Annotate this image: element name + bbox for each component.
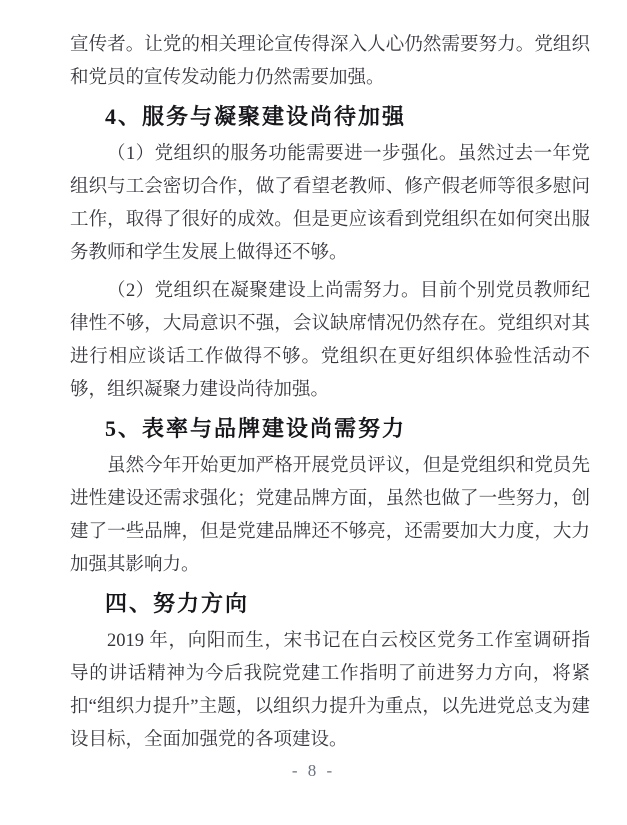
page-body bbox=[70, 29, 590, 762]
paragraph-effort-direction: 2019 年，向阳而生，宋书记在白云校区党务工作室调研指导的讲话精神为今后我院党建工作指明了前进努力方向，将紧扣“组织力提升”主题，以组织力提升为重点，以先进党总支为建设目标，全面加强党的各项建设。 bbox=[70, 631, 590, 750]
heading-section-5-model-brand: 5、表率与品牌建设尚需努力 bbox=[105, 416, 407, 441]
heading-section-4-service-cohesion: 4、服务与凝聚建设尚待加强 bbox=[105, 104, 407, 129]
paragraph-brand-building: 虽然今年开始更加严格开展党员评议，但是党组织和党员先进性建设还需求强化；党建品牌方面，虽然也做了一些努力，创建了一些品牌，但是党建品牌还不够亮，还需要加大力度，大力加强其影响力。 bbox=[70, 456, 590, 575]
paragraph-service-function: （1）党组织的服务功能需要进一步强化。虽然过去一年党组织与工会密切合作，做了看望老教师、修产假老师等很多慰问工作，取得了很好的成效。但是更应该看到党组织在如何突出服务教师和学生发展上做得还不够。 bbox=[70, 144, 590, 263]
page-number: - 8 - bbox=[291, 761, 336, 780]
heading-section-four-direction: 四、努力方向 bbox=[105, 591, 250, 616]
paragraph-propaganda-continuation: 宣传者。让党的相关理论宣传得深入人心仍然需要努力。党组织和党员的宣传发动能力仍然需要加强。 bbox=[70, 35, 590, 88]
paragraph-cohesion-building: （2）党组织在凝聚建设上尚需努力。目前个别党员教师纪律性不够，大局意识不强，会议缺席情况仍然存在。党组织对其进行相应谈话工作做得不够。党组织在更好组织体验性活动不够，组织凝聚力建设尚待加强。 bbox=[70, 281, 590, 400]
